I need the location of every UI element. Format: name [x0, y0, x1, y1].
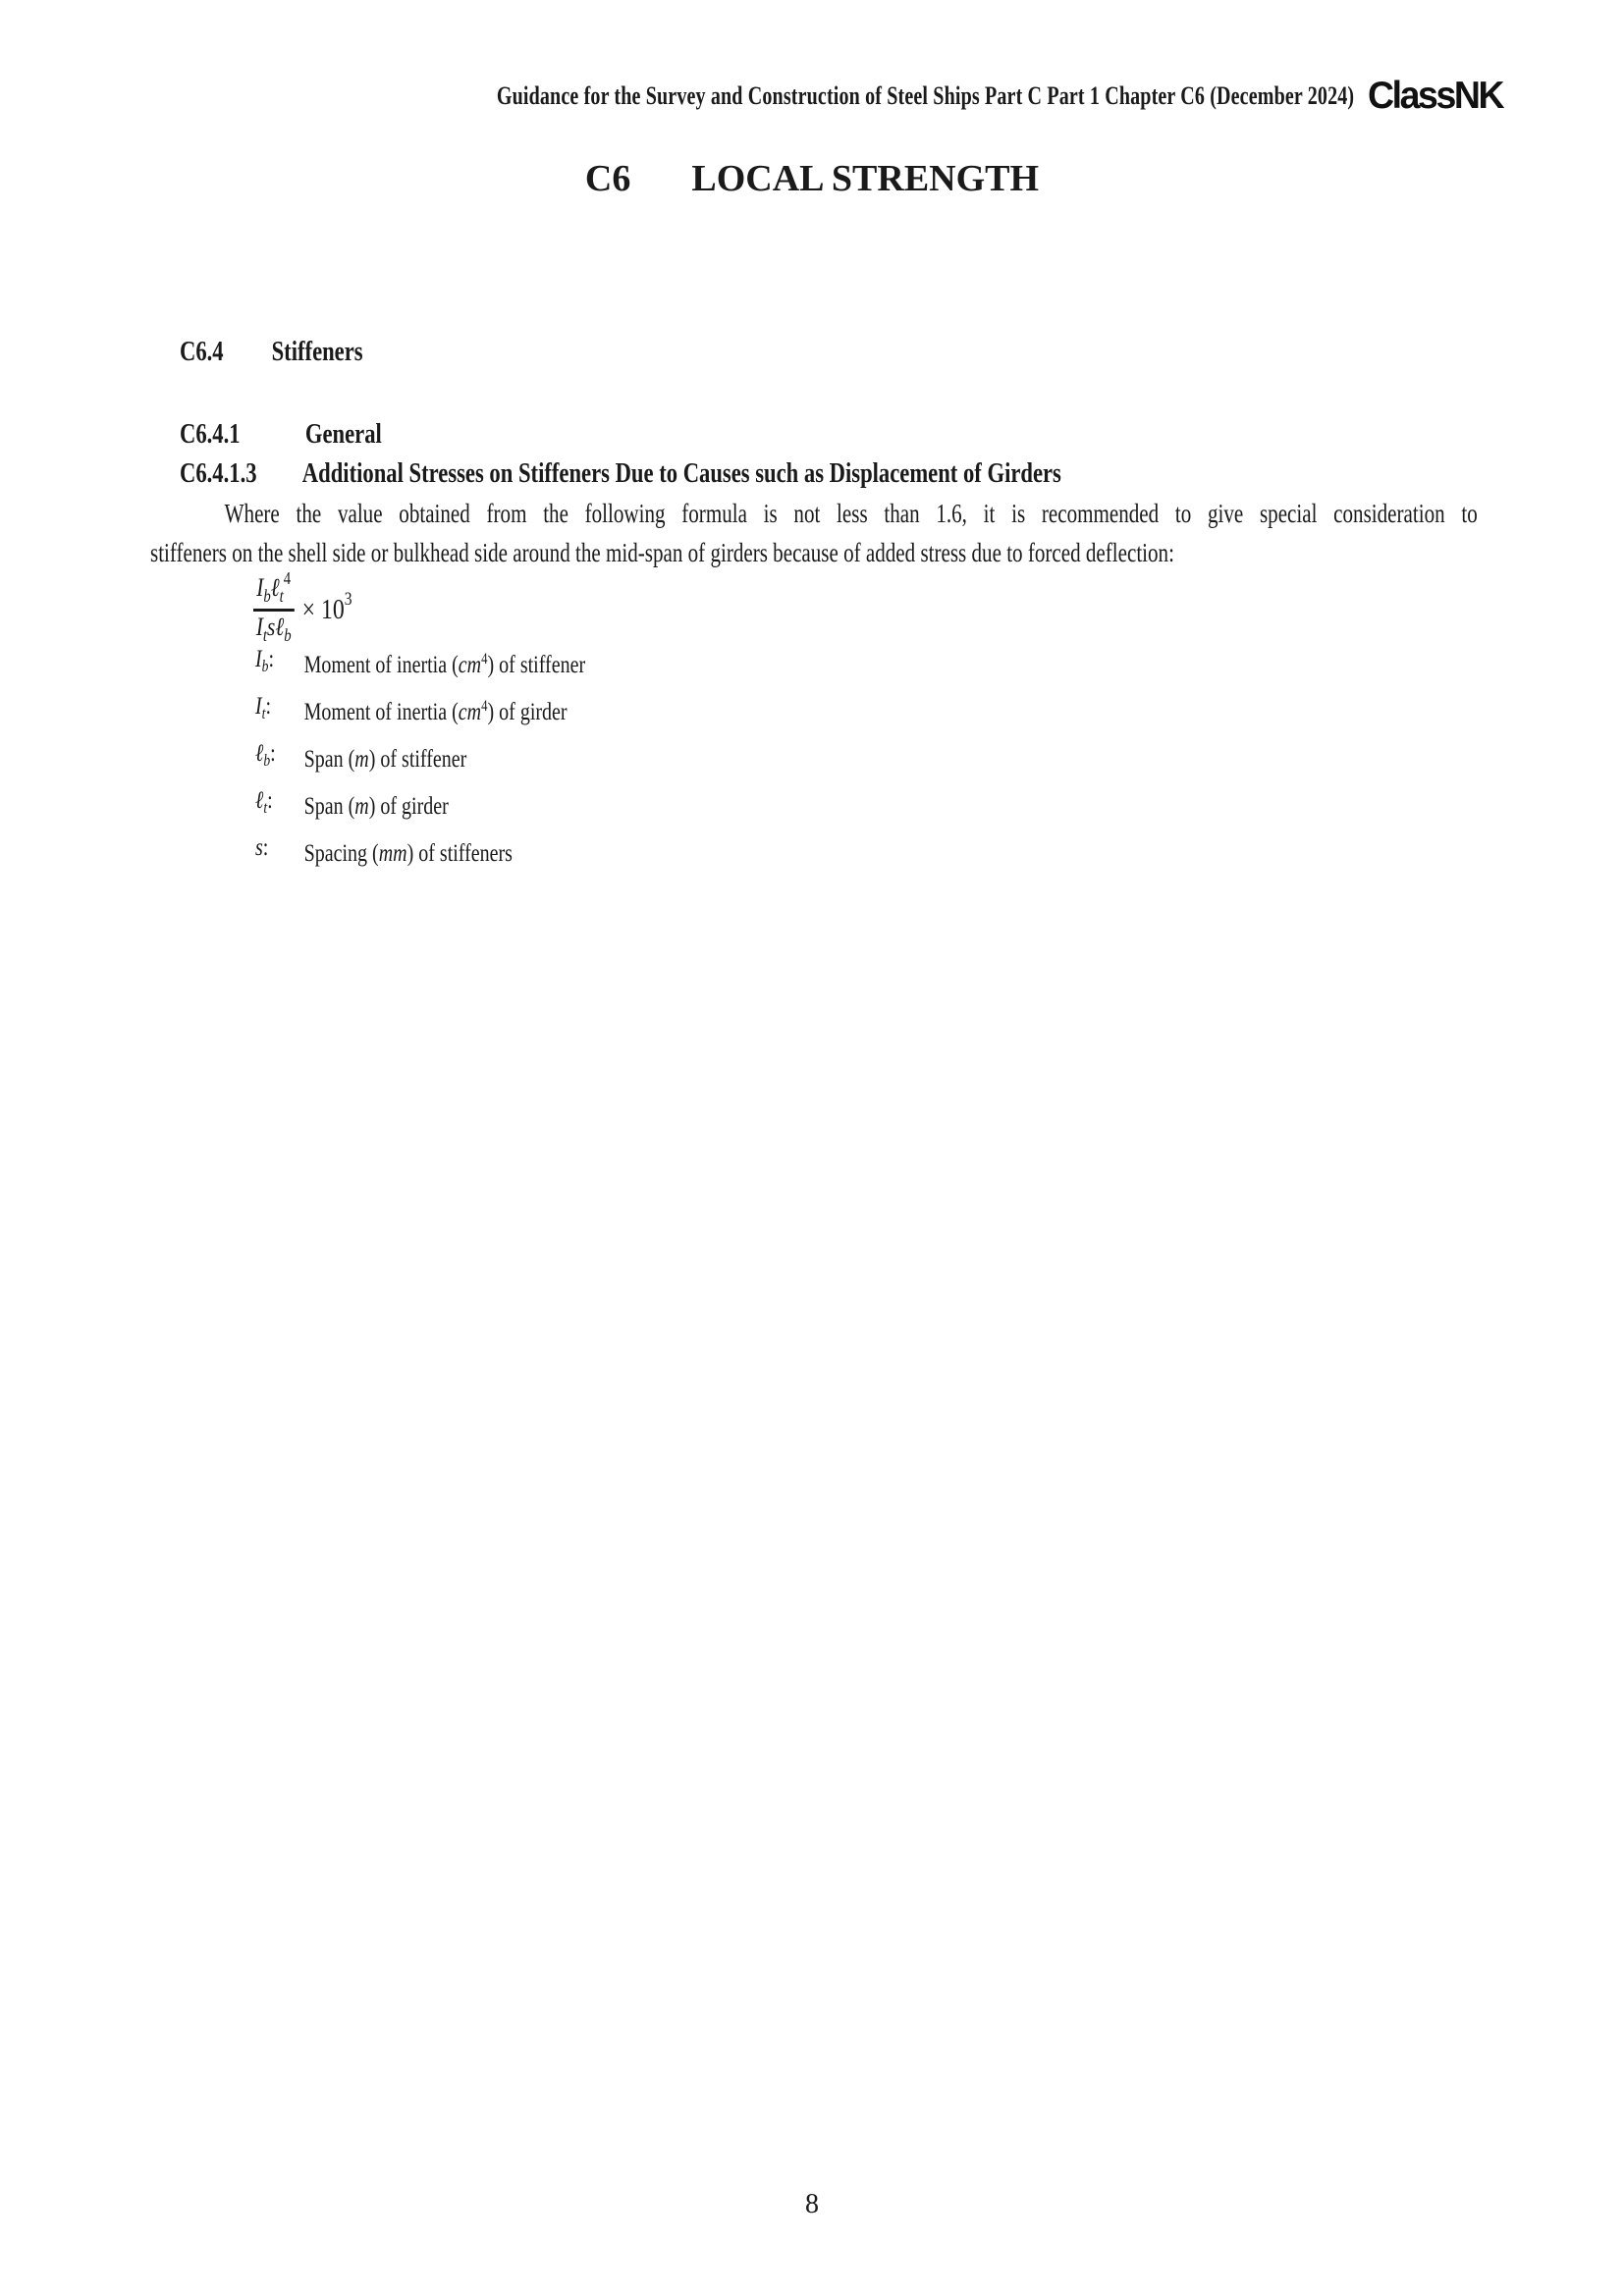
definition-text [304, 733, 467, 780]
paragraph-line: Where the value obtained from the following formula is not less than 1.6, it is recommended to give special consideration to [224, 499, 1478, 528]
paragraph-line: stiffeners on the shell side or bulkhead side around the mid-span of girders because of added stress due to forced deflection: [150, 538, 1174, 567]
definition-row [255, 686, 585, 733]
math-var: ℓ [255, 740, 264, 767]
math-var: s [267, 613, 276, 641]
math-var: I [255, 646, 262, 672]
definition-text [304, 780, 449, 828]
section-heading-c6413 [180, 457, 1061, 490]
section-label: Additional Stresses on Stiffeners Due to Causes such as Displacement of Girders [301, 457, 1061, 489]
math-sub: b [261, 657, 269, 675]
desc-pre: Spacing ( [303, 840, 379, 867]
definition-row [255, 780, 585, 828]
math-var: ℓ [270, 573, 280, 602]
math-sub: b [263, 751, 271, 770]
section-number: C6.4 [180, 336, 224, 367]
colon: : [270, 740, 276, 767]
desc-post: ) of girder [368, 793, 449, 820]
definition-row [255, 828, 585, 875]
desc-unit: cm [458, 652, 482, 678]
chapter-title [0, 157, 1624, 200]
math-var: I [256, 573, 264, 602]
definition-symbol [255, 828, 304, 875]
header-title: Guidance for the Survey and Construction of Steel Ships Part C Part 1 Chapter C6 (December 2024) [496, 81, 1355, 110]
math-sub: b [263, 586, 271, 606]
section-heading-c64 [180, 336, 363, 368]
colon: : [265, 693, 272, 720]
desc-post: ) of stiffeners [406, 840, 513, 867]
page-number: 8 [805, 2189, 819, 2219]
math-var: s [255, 834, 263, 861]
math-var: ℓ [255, 787, 264, 814]
math-var: I [255, 693, 262, 720]
desc-unit: mm [378, 840, 407, 867]
math-sub: t [262, 625, 268, 645]
colon: : [262, 834, 269, 861]
symbol-definitions [255, 639, 585, 875]
desc-pre: Moment of inertia ( [303, 652, 459, 678]
body-paragraph [150, 494, 1478, 572]
math-sub: t [279, 586, 284, 606]
factor-exponent: 3 [344, 588, 352, 610]
section-number: C6.4.1 [180, 418, 241, 450]
page-header [241, 75, 1508, 118]
desc-post: ) of girder [487, 699, 568, 725]
colon: : [267, 787, 273, 814]
math-sub: t [263, 798, 268, 817]
desc-pre: Span ( [303, 746, 355, 773]
definition-symbol [255, 639, 304, 686]
desc-pre: Span ( [303, 793, 355, 820]
classnk-logo: ClassNK [1368, 75, 1503, 117]
desc-sup: 4 [481, 698, 488, 715]
desc-pre: Moment of inertia ( [303, 699, 459, 725]
section-number: C6.4.1.3 [180, 457, 257, 489]
desc-unit: cm [458, 699, 482, 725]
chapter-number: C6 [584, 158, 631, 199]
desc-unit: m [354, 746, 369, 773]
section-heading-c641 [180, 418, 382, 451]
chapter-title-text: LOCAL STRENGTH [691, 158, 1040, 199]
section-label: Stiffeners [271, 336, 363, 367]
desc-sup: 4 [481, 651, 488, 667]
definition-text [304, 639, 586, 686]
desc-post: ) of stiffener [368, 746, 467, 773]
definition-text [304, 686, 568, 733]
definition-text [304, 828, 513, 875]
formula-factor [302, 589, 352, 626]
math-sub: b [284, 625, 292, 645]
formula-fraction [253, 568, 294, 646]
stress-ratio-formula [253, 568, 352, 646]
definition-row [255, 639, 585, 686]
math-sup: 4 [283, 568, 292, 588]
colon: : [268, 646, 275, 672]
math-var: ℓ [275, 613, 285, 641]
definition-symbol [255, 780, 304, 828]
section-label: General [304, 418, 382, 450]
definition-symbol [255, 686, 304, 733]
desc-post: ) of stiffener [487, 652, 586, 678]
math-sub: t [261, 704, 266, 722]
definition-row [255, 733, 585, 780]
desc-unit: m [354, 793, 369, 820]
definition-symbol [255, 733, 304, 780]
fraction-numerator [253, 568, 294, 612]
math-var: I [255, 613, 263, 641]
factor-base: × 10 [301, 593, 345, 625]
